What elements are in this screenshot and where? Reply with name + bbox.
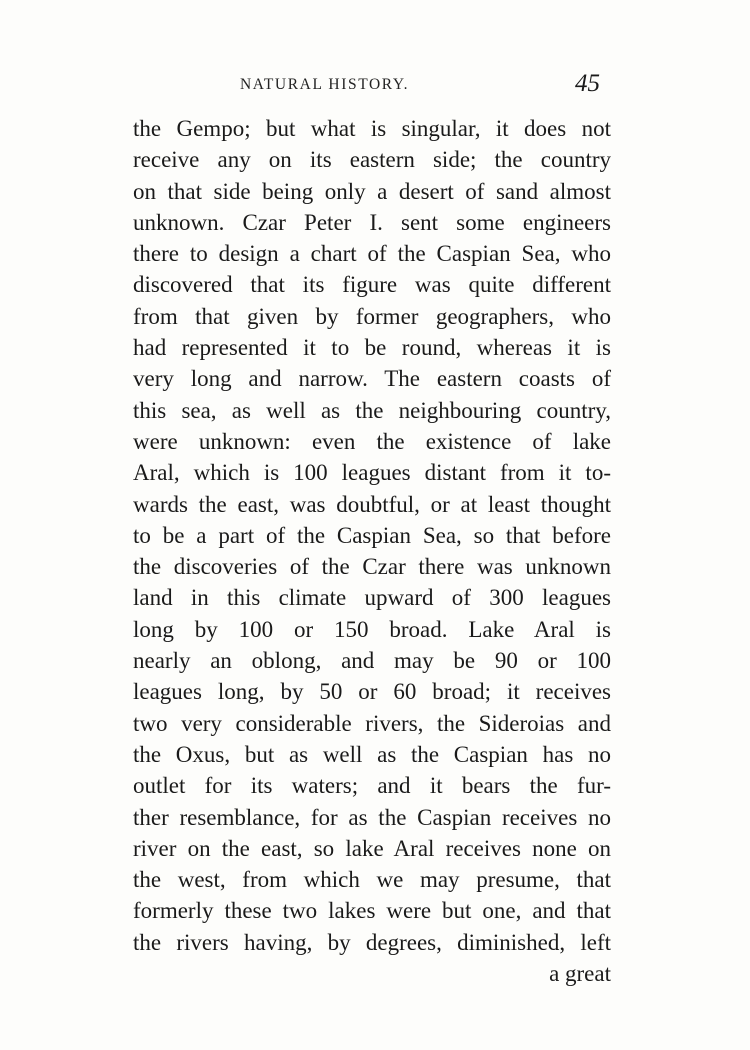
- text-line: from that given by former geographers, who: [133, 303, 611, 329]
- text-line: there to design a chart of the Caspian Sea, who: [133, 241, 611, 267]
- text-line: to be a part of the Caspian Sea, so that before: [133, 522, 611, 548]
- text-line: nearly an oblong, and may be 90 or 100: [133, 648, 611, 674]
- text-line: formerly these two lakes were but one, and that: [133, 898, 611, 924]
- catchword: a great: [549, 961, 611, 987]
- text-line: the west, from which we may presume, that: [133, 867, 611, 893]
- text-line: Aral, which is 100 leagues distant from it to-: [133, 460, 611, 486]
- text-line: discovered that its figure was quite different: [133, 272, 611, 298]
- text-line: on that side being only a desert of sand almost: [133, 178, 611, 204]
- text-line: river on the east, so lake Aral receives none on: [133, 835, 611, 861]
- text-line: ther resemblance, for as the Caspian receives no: [133, 804, 611, 830]
- text-line: the Gempo; but what is singular, it does not: [133, 116, 611, 141]
- running-head: NATURAL HISTORY.: [240, 76, 410, 93]
- text-line: had represented it to be round, whereas it is: [133, 335, 611, 361]
- page-number: 45: [575, 70, 600, 97]
- text-line: the rivers having, by degrees, diminished, left: [133, 929, 611, 955]
- text-line: very long and narrow. The eastern coasts of: [133, 366, 611, 392]
- text-line: the discoveries of the Czar there was unknown: [133, 554, 611, 580]
- text-line: two very considerable rivers, the Sideroias and: [133, 710, 611, 736]
- text-line: wards the east, was doubtful, or at least thought: [133, 491, 611, 517]
- text-line: receive any on its eastern side; the country: [133, 147, 611, 173]
- body-text: [133, 113, 611, 989]
- text-line: the Oxus, but as well as the Caspian has no: [133, 741, 611, 767]
- text-line: unknown. Czar Peter I. sent some engineers: [133, 209, 611, 235]
- text-line: were unknown: even the existence of lake: [133, 428, 611, 454]
- text-line: outlet for its waters; and it bears the fur-: [133, 773, 611, 799]
- text-line: long by 100 or 150 broad. Lake Aral is: [133, 616, 611, 642]
- text-line: leagues long, by 50 or 60 broad; it receives: [133, 679, 611, 705]
- text-line: this sea, as well as the neighbouring country,: [133, 397, 611, 423]
- text-line: land in this climate upward of 300 leagues: [133, 585, 611, 611]
